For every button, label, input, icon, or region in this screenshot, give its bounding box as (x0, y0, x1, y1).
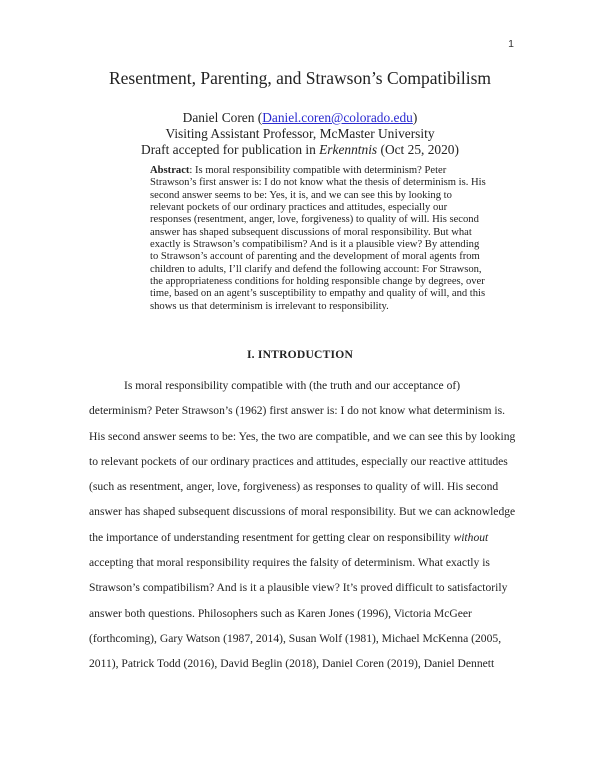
abstract-label: Abstract (150, 165, 190, 176)
body-text (89, 373, 521, 677)
body-line: His second answer seems to be: Yes, the two are compatible, and we can see this by looking (89, 429, 516, 443)
body-line: answer both questions. Philosophers such as Karen Jones (1996), Victoria McGeer (89, 606, 472, 620)
author-line: Daniel Coren (Daniel.coren@colorado.edu) (182, 110, 418, 125)
body-line: Is moral responsibility compatible with (the truth and our acceptance of) (124, 379, 461, 392)
body-line: (forthcoming), Gary Watson (1987, 2014), Susan Wolf (1981), Michael McKenna (2005, (89, 631, 502, 645)
body-line: determinism? Peter Strawson’s (1962) first answer is: I do not know what determinism is. (89, 404, 506, 418)
status-suffix: (Oct 25, 2020) (377, 142, 459, 157)
emphasis-without: without (453, 530, 489, 544)
body-line: answer has shaped subsequent discussions of moral responsibility. But we can acknowledge (89, 505, 516, 519)
body-line-text: the importance of understanding resentment for getting clear on responsibility (89, 530, 454, 544)
abstract (150, 165, 486, 313)
page-number: 1 (508, 38, 514, 50)
body-line: 2011), Patrick Todd (2016), David Beglin (2018), Daniel Coren (2019), Daniel Dennett (89, 657, 495, 671)
author-name: Daniel Coren (182, 110, 255, 125)
body-line: (such as resentment, anger, love, forgiveness) as responses to quality of will. His second (89, 480, 499, 494)
paper-title: Resentment, Parenting, and Strawson’s Compatibilism (108, 68, 492, 88)
publication-status (0, 142, 600, 158)
section-heading: I. INTRODUCTION (246, 348, 354, 361)
author-block (0, 110, 600, 158)
journal-name: Erkenntnis (319, 142, 378, 157)
author-email-link[interactable]: Daniel.coren@colorado.edu (262, 110, 413, 125)
body-line (89, 525, 521, 550)
body-line: accepting that moral responsibility requires the falsity of determinism. What exactly is (89, 556, 490, 570)
author-position: Visiting Assistant Professor, McMaster University (165, 126, 435, 141)
body-line: to relevant pockets of our ordinary practices and attitudes, especially our reactive attitudes (89, 454, 508, 468)
abstract-text: : Is moral responsibility compatible with determinism? Peter Strawson’s first answer is: I do not know what the thesis of determinism is. His second answer seems to be: Yes, it is, and we can see this by looking to relevant pockets of our ordinary practices and attitudes, especially our responses (resentment, anger, love, forgiveness) to quality of will. His second answer has shaped subsequent discussions of moral responsibility. But what exactly is Strawson’s compatibilism? And is it a plausible view? By attending to Strawson’s account of parenting and the development of moral agents from children to adults, I’ll clarify and defend the following account: For Strawson, the appropriateness conditions for holding responsible change by degrees, over time, based on an agent’s susceptibility to empathy and quality of will, and this shows us that determinism is irrelevant to responsibility. (150, 165, 486, 312)
body-line: Strawson’s compatibilism? And is it a plausible view? It’s proved difficult to satisfactorily (89, 581, 508, 595)
status-prefix: Draft accepted for publication in (141, 142, 320, 157)
